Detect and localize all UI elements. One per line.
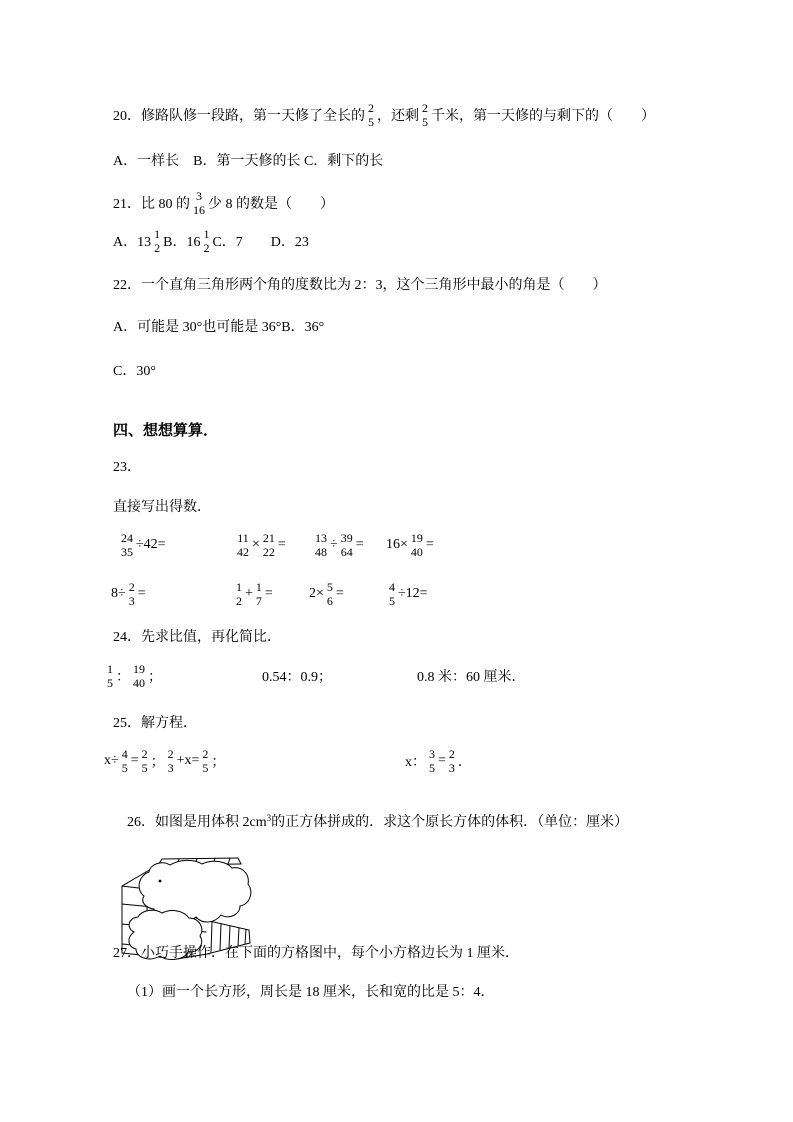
text-part: C．7 D．23 bbox=[212, 235, 309, 250]
fraction-numerator: 1 bbox=[236, 579, 242, 594]
text-part: 16× bbox=[386, 537, 408, 552]
text-part: 2× bbox=[309, 586, 324, 601]
calc-r1c3 bbox=[312, 527, 364, 563]
equals-sign: = bbox=[277, 537, 286, 552]
fraction-denominator: 6 bbox=[326, 594, 333, 608]
fraction-numerator: 2 bbox=[128, 579, 135, 594]
fraction-denominator: 5 bbox=[368, 115, 374, 129]
fraction bbox=[411, 531, 423, 559]
fraction-numerator: 3 bbox=[429, 746, 435, 761]
fraction-numerator: 2 bbox=[141, 746, 148, 761]
fraction-denominator: 35 bbox=[121, 545, 133, 559]
equals-sign: = bbox=[355, 537, 364, 552]
operator: + bbox=[245, 586, 253, 601]
fraction-numerator: 19 bbox=[133, 661, 145, 676]
fraction-numerator: 24 bbox=[121, 530, 133, 545]
superscript: 3 bbox=[266, 813, 272, 823]
q23-instruction: 直接写出得数． bbox=[113, 500, 211, 515]
text-part: ； bbox=[150, 755, 165, 770]
text-part: ． bbox=[457, 755, 472, 770]
text-part: ，还剩 bbox=[377, 109, 419, 124]
fraction-numerator: 5 bbox=[326, 579, 333, 594]
q22-option-c: C．30° bbox=[113, 364, 156, 379]
q22-option-a: A．可能是 30°也可能是 36°B．36° bbox=[113, 320, 325, 335]
q25-line: 25．解方程． bbox=[113, 716, 197, 731]
text-part: x÷ bbox=[104, 753, 119, 768]
fraction-numerator: 11 bbox=[237, 530, 249, 545]
text-part: 千米，第一天修的与剩下的（ ） bbox=[431, 109, 655, 124]
fraction-denominator: 22 bbox=[262, 545, 275, 559]
fraction-denominator: 40 bbox=[410, 545, 423, 559]
q24-line: 24．先求比值，再化简比． bbox=[113, 630, 281, 645]
equals-sign: = bbox=[130, 753, 139, 768]
q21-line bbox=[113, 185, 334, 221]
fraction bbox=[142, 747, 148, 775]
fraction-denominator: 16 bbox=[193, 203, 205, 217]
text-part: ÷42= bbox=[136, 537, 166, 552]
operator: × bbox=[252, 537, 260, 552]
fraction-numerator: 1 bbox=[107, 661, 113, 676]
fraction-numerator: 19 bbox=[410, 530, 423, 545]
fraction-denominator: 5 bbox=[429, 761, 435, 775]
fraction-numerator: 2 bbox=[422, 100, 428, 115]
text-part: B．16 bbox=[163, 235, 201, 250]
q23-number: 23． bbox=[113, 460, 141, 475]
fraction bbox=[449, 747, 455, 775]
equals-sign: = bbox=[137, 586, 146, 601]
q24-item-1 bbox=[104, 656, 162, 696]
fraction-denominator: 5 bbox=[141, 761, 148, 775]
fraction-numerator: 1 bbox=[203, 226, 210, 241]
calc-r2c2 bbox=[233, 576, 273, 612]
fraction-denominator: 2 bbox=[236, 594, 242, 608]
figure-dot bbox=[159, 880, 162, 883]
q21-options bbox=[113, 223, 309, 259]
fraction bbox=[368, 101, 374, 129]
fraction-denominator: 2 bbox=[154, 241, 161, 255]
fraction-denominator: 64 bbox=[340, 545, 353, 559]
q27-line: 27．小巧手操作．在下面的方格图中，每个小方格边长为 1 厘米． bbox=[113, 946, 519, 961]
fraction-numerator: 13 bbox=[315, 530, 327, 545]
fraction-numerator: 4 bbox=[389, 579, 395, 594]
q20-line bbox=[113, 98, 655, 132]
fraction bbox=[154, 227, 160, 255]
fraction bbox=[327, 580, 333, 608]
fraction-denominator: 5 bbox=[422, 115, 428, 129]
q22-line: 22．一个直角三角形两个角的度数比为 2：3，这个三角形中最小的角是（ ） bbox=[113, 278, 607, 293]
text-part: +x= bbox=[176, 753, 200, 768]
fraction bbox=[107, 662, 113, 690]
fraction bbox=[129, 580, 135, 608]
q25-equation-2 bbox=[405, 741, 472, 781]
equals-sign: = bbox=[425, 537, 434, 552]
q24-item-2 bbox=[262, 656, 332, 696]
fraction-numerator: 2 bbox=[167, 746, 174, 761]
fraction-denominator: 5 bbox=[121, 761, 128, 775]
section-heading: 四、想想算算． bbox=[113, 422, 219, 439]
text-part: 20．修路队修一段路，第一天修了全长的 bbox=[113, 109, 365, 124]
fraction bbox=[429, 747, 435, 775]
q27-sub-1: （1）画一个长方形，周长是 18 厘米，长和宽的比是 5：4． bbox=[127, 985, 495, 1000]
text-part: 26．如图是用体积 2cm bbox=[127, 815, 267, 830]
ratio-colon: ： bbox=[116, 670, 130, 685]
calc-r1c2 bbox=[234, 527, 286, 563]
fraction-numerator: 2 bbox=[368, 100, 374, 115]
fraction bbox=[133, 662, 145, 690]
fraction bbox=[121, 531, 133, 559]
fraction bbox=[193, 189, 205, 217]
fraction-numerator: 2 bbox=[202, 746, 209, 761]
fraction-denominator: 48 bbox=[315, 545, 327, 559]
fraction-numerator: 2 bbox=[448, 746, 455, 761]
calc-r2c3 bbox=[309, 576, 344, 612]
fraction bbox=[389, 580, 395, 608]
text-part: 8÷ bbox=[111, 586, 126, 601]
fraction-denominator: 2 bbox=[203, 241, 210, 255]
text-part: 21．比 80 的 bbox=[113, 197, 190, 212]
fraction bbox=[203, 227, 209, 255]
fraction-denominator: 5 bbox=[202, 761, 209, 775]
text-part: A．13 bbox=[113, 235, 152, 250]
calc-r1c1 bbox=[118, 527, 166, 563]
fraction-denominator: 3 bbox=[167, 761, 174, 775]
fraction-numerator: 3 bbox=[196, 188, 202, 203]
fraction-denominator: 42 bbox=[237, 545, 249, 559]
fraction bbox=[341, 531, 353, 559]
fraction-denominator: 7 bbox=[255, 594, 262, 608]
calc-r2c4 bbox=[386, 576, 428, 612]
fraction-numerator: 1 bbox=[154, 226, 161, 241]
q20-options: A．一样长 B．第一天修的长 C．剩下的长 bbox=[113, 154, 384, 169]
fraction bbox=[315, 531, 327, 559]
calc-r1c4 bbox=[386, 527, 434, 563]
text-part: 0.8 米：60 厘米． bbox=[417, 670, 526, 685]
text-part: ÷12= bbox=[398, 586, 428, 601]
equals-sign: = bbox=[438, 753, 446, 768]
text-part: 0.54：0.9； bbox=[262, 670, 332, 685]
fraction-denominator: 5 bbox=[389, 594, 395, 608]
fraction bbox=[237, 531, 249, 559]
fraction bbox=[256, 580, 262, 608]
calc-r2c1 bbox=[111, 576, 146, 612]
fraction-numerator: 39 bbox=[340, 530, 353, 545]
text-part: 的正方体拼成的．求这个原长方体的体积．（单位：厘米） bbox=[271, 815, 629, 830]
fraction-denominator: 3 bbox=[448, 761, 455, 775]
fraction bbox=[168, 747, 174, 775]
q24-item-3 bbox=[417, 656, 526, 696]
text-part: ； bbox=[211, 755, 226, 770]
fraction bbox=[422, 101, 428, 129]
text-part: x： bbox=[405, 755, 426, 770]
fraction bbox=[202, 747, 208, 775]
fraction-denominator: 5 bbox=[107, 676, 113, 690]
fraction-numerator: 1 bbox=[255, 579, 262, 594]
fraction bbox=[236, 580, 242, 608]
fraction-denominator: 3 bbox=[128, 594, 135, 608]
q25-equation-1 bbox=[104, 741, 225, 781]
operator: ÷ bbox=[330, 537, 338, 552]
fraction-numerator: 21 bbox=[262, 530, 275, 545]
cuboid-figure bbox=[116, 824, 252, 998]
text-part: ； bbox=[148, 670, 162, 685]
fraction bbox=[263, 531, 275, 559]
fraction bbox=[122, 747, 128, 775]
fraction-denominator: 40 bbox=[133, 676, 145, 690]
fraction-numerator: 4 bbox=[121, 746, 128, 761]
text-part: 少 8 的数是（ ） bbox=[208, 197, 334, 212]
equals-sign: = bbox=[264, 586, 273, 601]
equals-sign: = bbox=[335, 586, 344, 601]
